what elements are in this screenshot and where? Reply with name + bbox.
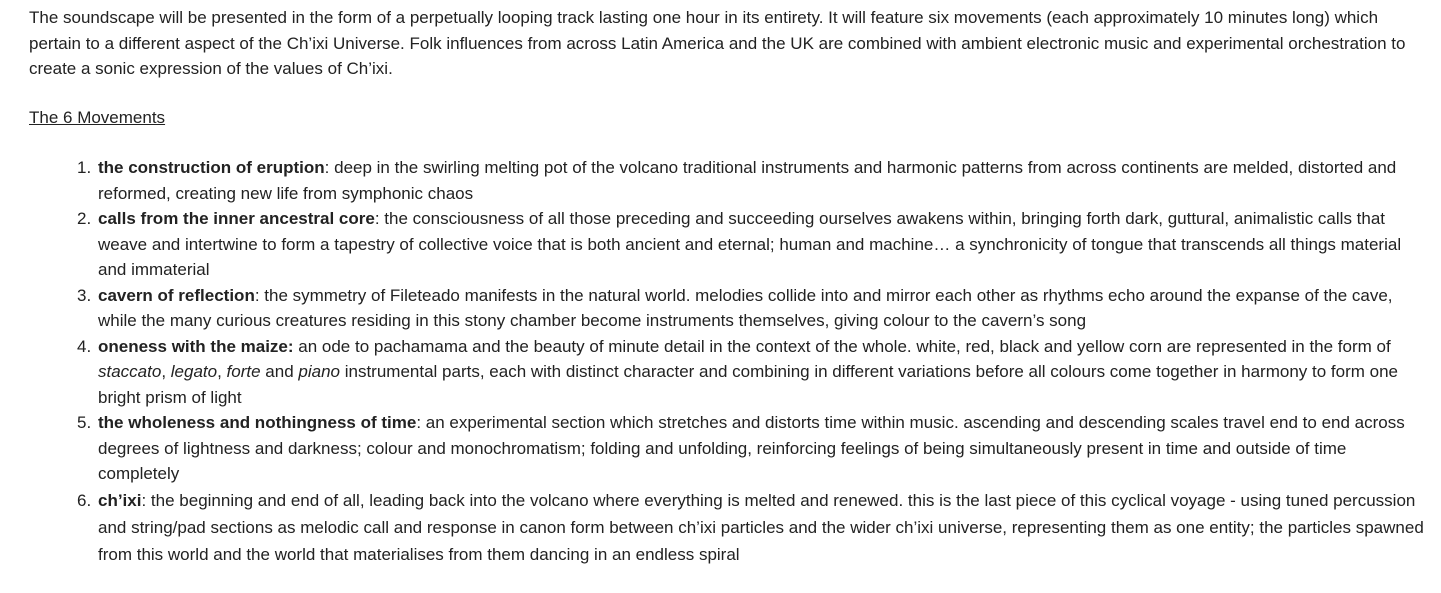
list-item (77, 206, 1429, 283)
movement-title: calls from the inner ancestral core (98, 209, 375, 228)
movement-description: the beginning and end of all, leading back into the volcano where everything is melted and renewed. this is the last piece of this cyclical voyage - using tuned percussion and string/pad sections as melodic call and response in canon form between ch’ixi particles and the wider ch’ixi universe, representing them as one entity; the particles spawned from this world and the world that materialises from them dancing in an endless spiral (98, 490, 1424, 565)
dynamic-term-forte: forte (226, 362, 261, 381)
list-item (77, 487, 1429, 569)
list-item-number: 4. (77, 336, 92, 356)
movement-separator: : (254, 285, 260, 305)
movements-list (29, 155, 1429, 568)
movement-title: oneness with the maize: (98, 336, 294, 356)
movement-description: an experimental section which stretches and distorts time within music. ascending and descending scales travel end to end across degrees of lightness and darkness; colour and monochromatism; folding and unfolding, reinforcing feelings of being simultaneously present in time and outside of time completely (98, 413, 1405, 483)
list-item-number: 3. (77, 285, 92, 305)
list-item (77, 334, 1429, 411)
list-item-number: 2. (77, 209, 92, 228)
movement-description: the symmetry of Fileteado manifests in the natural world. melodies collide into and mirror each other as rhythms echo around the expanse of the cave, while the many curious creatures residing in this stony chamber become instruments themselves, giving colour to the cavern’s song (98, 285, 1393, 330)
movement-description: deep in the swirling melting pot of the volcano traditional instruments and harmonic patterns from across continents are melded, distorted and reformed, creating new life from symphonic chaos (98, 158, 1397, 203)
list-item-number: 5. (77, 413, 92, 432)
intro-paragraph: The soundscape will be presented in the form of a perpetually looping track lasting one hour in its entirety. It will feature six movements (each approximately 10 minutes long) which pertain to a different aspect of the Ch’ixi Universe. Folk influences from across Latin America and the UK are combined with ambient electronic music and experimental orchestration to create a sonic expression of the values of Ch’ixi. (29, 8, 1406, 78)
list-item (77, 155, 1429, 206)
movement-title: the wholeness and nothingness of time (98, 413, 417, 432)
dynamic-term-legato: legato (170, 362, 218, 381)
term-separator: and (260, 362, 299, 381)
movement-separator: : (374, 209, 380, 228)
movement-separator: : (324, 158, 330, 177)
movement-description: the consciousness of all those preceding and succeeding ourselves awakens within, bringing forth dark, guttural, animalistic calls that weave and intertwine to form a tapestry of collective voice that is both ancient and eternal; human and machine… a synchronicity of tongue that transcends all things material and immaterial (98, 209, 1402, 279)
term-separator: , (161, 362, 171, 381)
list-item (77, 410, 1429, 487)
movement-title: ch’ixi (98, 490, 142, 510)
dynamic-term-staccato: staccato (98, 362, 162, 381)
movement-description-start: an ode to pachamama and the beauty of minute detail in the context of the whole. white, red, black and yellow corn are represented in the form of (293, 336, 1391, 356)
movement-description-end: instrumental parts, each with distinct character and combining in different variations before all colours come together in harmony to form one bright prism of light (98, 362, 1399, 407)
movement-title: cavern of reflection (98, 285, 255, 305)
term-separator: , (217, 362, 227, 381)
movement-separator: : (141, 490, 147, 510)
list-item (77, 283, 1429, 334)
section-heading: The 6 Movements (29, 107, 166, 127)
movement-title: the construction of eruption (98, 158, 325, 177)
list-item-number: 6. (77, 490, 92, 510)
list-item-number: 1. (77, 158, 92, 177)
dynamic-term-piano: piano (298, 362, 340, 381)
movement-separator: : (416, 413, 422, 432)
